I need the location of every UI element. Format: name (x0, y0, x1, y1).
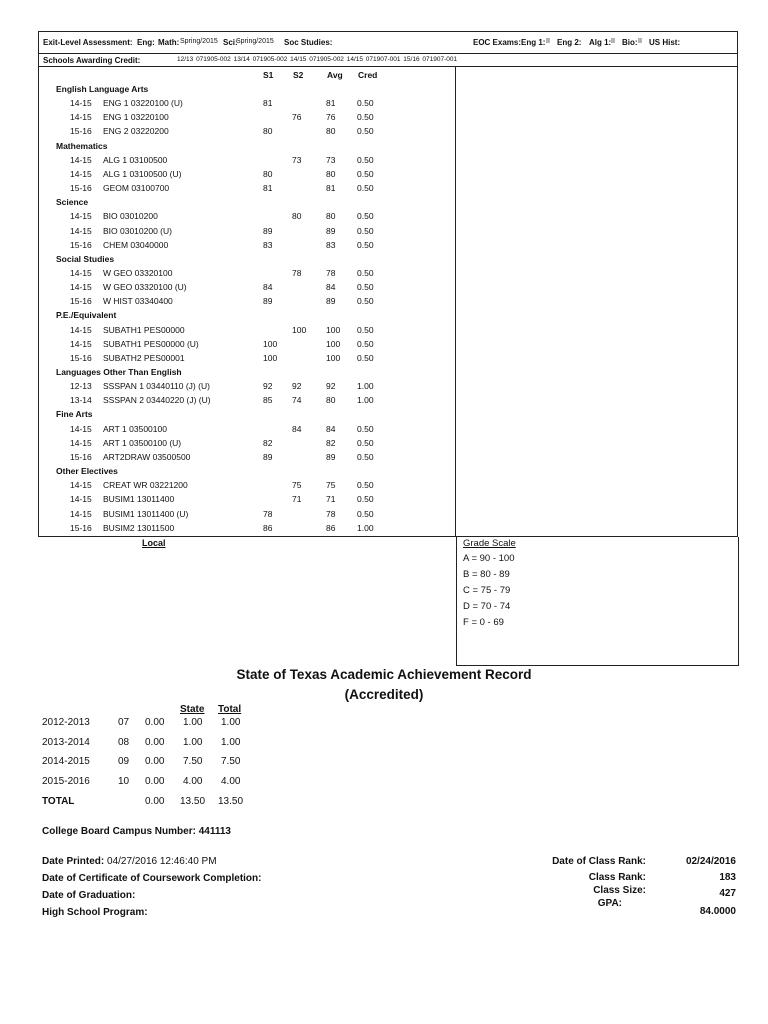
course-credit: 1.00 (357, 395, 374, 406)
summary-total: 4.00 (221, 775, 241, 787)
course-name: SUBATH1 PES00000 (U) (103, 338, 199, 349)
course-credit: 0.50 (357, 282, 374, 293)
graduation-date-label: Date of Graduation: (42, 890, 136, 901)
course-name: BUSIM1 13011400 (U) (103, 508, 189, 519)
course-s1: 92 (263, 381, 273, 392)
summary-total: 7.50 (221, 756, 241, 767)
record-subtitle: (Accredited) (344, 687, 424, 702)
course-name: ENG 1 03220100 (U) (103, 98, 183, 109)
grade-scale-title: Grade Scale (463, 538, 516, 549)
category-heading: Mathematics (56, 140, 108, 151)
course-name: W HIST 03340400 (103, 296, 173, 307)
course-credit: 0.50 (357, 352, 374, 363)
course-avg: 89 (326, 225, 336, 236)
header-cred: Cred (358, 70, 378, 80)
course-credit: 0.50 (357, 211, 374, 222)
exit-sci-value: Spring/2015 (236, 38, 274, 45)
course-credit: 0.50 (357, 126, 374, 137)
summary-year: 2015-2016 (42, 775, 90, 787)
course-year: 14-15 (70, 112, 92, 123)
gpa-label: GPA: (597, 898, 622, 909)
summary-total-header: Total (218, 704, 242, 715)
eoc-alg1-value: II (611, 38, 615, 45)
category-heading: Social Studies (56, 253, 115, 264)
course-year: 14-15 (70, 324, 92, 335)
course-s2: 78 (292, 267, 302, 278)
summary-state: 7.50 (183, 756, 203, 767)
course-credit: 0.50 (357, 112, 374, 123)
summary-total-label: TOTAL (42, 796, 75, 807)
course-avg: 84 (326, 423, 336, 434)
course-avg: 76 (326, 112, 336, 123)
course-name: CHEM 03040000 (103, 239, 169, 250)
course-avg: 80 (326, 168, 336, 179)
course-name: CREAT WR 03221200 (103, 480, 188, 491)
course-year: 15-16 (70, 239, 92, 250)
course-name: W GEO 03320100 (103, 267, 173, 278)
course-year: 14-15 (70, 225, 92, 236)
exit-level-label: Exit-Level Assessment: (43, 38, 133, 47)
course-year: 13-14 (70, 395, 92, 406)
course-year: 15-16 (70, 183, 92, 194)
course-s2: 75 (292, 480, 302, 491)
course-name: BUSIM2 13011500 (103, 522, 175, 533)
exit-math-value: Spring/2015 (180, 38, 218, 45)
course-name: SSSPAN 2 03440220 (J) (U) (103, 395, 211, 406)
course-avg: 80 (326, 211, 336, 222)
grade-scale-item: B = 80 - 89 (463, 569, 510, 580)
course-avg: 80 (326, 126, 336, 137)
course-credit: 0.50 (357, 98, 374, 109)
course-year: 14-15 (70, 98, 92, 109)
course-s1: 80 (263, 168, 273, 179)
eoc-eng1-value: II (546, 38, 550, 45)
course-name: ART2DRAW 03500500 (103, 451, 191, 462)
course-credit: 0.50 (357, 494, 374, 505)
course-name: ART 1 03500100 (U) (103, 437, 182, 448)
course-credit: 0.50 (357, 338, 374, 349)
course-avg: 100 (326, 338, 341, 349)
eoc-alg1-label: Alg 1: (589, 38, 612, 47)
eoc-bio-label: Bio: (622, 38, 638, 47)
grade-scale-item: A = 90 - 100 (463, 553, 515, 564)
course-s1: 100 (263, 338, 278, 349)
course-s1: 80 (263, 126, 273, 137)
header-s2: S2 (293, 70, 304, 80)
category-heading: P.E./Equivalent (56, 310, 117, 321)
course-year: 14-15 (70, 494, 92, 505)
summary-grade: 09 (118, 756, 130, 767)
course-credit: 0.50 (357, 296, 374, 307)
course-credit: 0.50 (357, 324, 374, 335)
course-credit: 0.50 (357, 154, 374, 165)
course-avg: 89 (326, 451, 336, 462)
course-name: ENG 1 03220100 (103, 112, 169, 123)
course-credit: 0.50 (357, 225, 374, 236)
course-year: 15-16 (70, 126, 92, 137)
course-s1: 89 (263, 296, 273, 307)
summary-total-local: 0.00 (145, 796, 165, 807)
course-s1: 89 (263, 225, 273, 236)
category-heading: Other Electives (56, 466, 118, 477)
course-year: 14-15 (70, 267, 92, 278)
course-name: SUBATH2 PES00001 (103, 352, 185, 363)
course-s2: 80 (292, 211, 302, 222)
summary-total: 1.00 (221, 736, 241, 748)
course-name: ALG 1 03100500 (103, 154, 168, 165)
course-s1: 82 (263, 437, 273, 448)
course-avg: 73 (326, 154, 336, 165)
class-size-value: 427 (719, 888, 736, 899)
exit-math-label: Math: (158, 38, 180, 47)
header-s1: S1 (263, 70, 274, 80)
course-year: 14-15 (70, 154, 92, 165)
course-avg: 80 (326, 395, 336, 406)
grade-scale-item: D = 70 - 74 (463, 601, 511, 612)
eoc-eng2-label: Eng 2: (557, 38, 582, 47)
assessment-bar (38, 31, 738, 53)
eoc-ushist-label: US Hist: (649, 38, 681, 47)
course-year: 14-15 (70, 338, 92, 349)
certificate-date-label: Date of Certificate of Coursework Completion: (42, 873, 262, 884)
header-avg: Avg (327, 70, 343, 80)
schools-label: Schools Awarding Credit: (43, 56, 141, 65)
course-year: 15-16 (70, 352, 92, 363)
course-table (38, 67, 738, 537)
column-divider (455, 67, 456, 536)
eoc-eng1-label: Eng 1: (521, 38, 546, 47)
course-s1: 84 (263, 282, 273, 293)
course-year: 14-15 (70, 423, 92, 434)
summary-grade: 08 (118, 736, 130, 748)
course-s2: 71 (292, 494, 302, 505)
course-year: 14-15 (70, 211, 92, 222)
course-s2: 76 (292, 112, 302, 123)
eoc-bio-value: II (638, 38, 642, 45)
summary-year: 2012-2013 (42, 717, 90, 728)
course-s1: 83 (263, 239, 273, 250)
course-year: 14-15 (70, 480, 92, 491)
course-s2: 84 (292, 423, 302, 434)
course-year: 14-15 (70, 437, 92, 448)
date-printed-label: Date Printed: (42, 856, 105, 867)
program-label: High School Program: (42, 907, 148, 918)
local-label: Local (142, 538, 166, 548)
course-s1: 86 (263, 522, 273, 533)
class-rank-date-label: Date of Class Rank: (552, 856, 646, 867)
course-s2: 92 (292, 381, 302, 392)
course-s2: 73 (292, 154, 302, 165)
course-s1: 100 (263, 352, 278, 363)
summary-total-total: 13.50 (218, 796, 244, 807)
date-printed (42, 856, 217, 867)
summary-local: 0.00 (145, 717, 165, 728)
summary-state: 1.00 (183, 736, 203, 748)
course-avg: 82 (326, 437, 336, 448)
exit-eng-label: Eng: (137, 38, 155, 47)
course-year: 14-15 (70, 168, 92, 179)
course-year: 15-16 (70, 296, 92, 307)
course-avg: 100 (326, 324, 341, 335)
course-avg: 75 (326, 480, 336, 491)
record-title: State of Texas Academic Achievement Record (236, 667, 532, 682)
course-name: SUBATH1 PES00000 (103, 324, 185, 335)
course-credit: 0.50 (357, 183, 374, 194)
summary-grade: 07 (118, 717, 130, 728)
summary-state: 1.00 (183, 717, 203, 728)
summary-local: 0.00 (145, 736, 165, 748)
course-year: 14-15 (70, 508, 92, 519)
course-name: ENG 2 03220200 (103, 126, 169, 137)
course-avg: 89 (326, 296, 336, 307)
summary-total: 1.00 (221, 717, 241, 728)
course-year: 14-15 (70, 282, 92, 293)
summary-state-header: State (180, 704, 205, 715)
course-s2: 100 (292, 324, 307, 335)
course-name: ART 1 03500100 (103, 423, 167, 434)
course-credit: 0.50 (357, 480, 374, 491)
course-credit: 0.50 (357, 239, 374, 250)
schools-codes: 12/13 071905-002 13/14 071905-002 14/15 071905-002 14/15 071907-001 15/16 071907-001 (177, 56, 458, 63)
course-credit: 0.50 (357, 451, 374, 462)
course-year: 15-16 (70, 522, 92, 533)
course-name: BIO 03010200 (U) (103, 225, 172, 236)
grade-scale-item: F = 0 - 69 (463, 617, 504, 628)
course-avg: 92 (326, 381, 336, 392)
summary-year: 2013-2014 (42, 736, 90, 748)
course-name: GEOM 03100700 (103, 183, 170, 194)
course-avg: 78 (326, 267, 336, 278)
course-avg: 81 (326, 183, 336, 194)
class-rank-label: Class Rank: (588, 872, 646, 883)
category-heading: Fine Arts (56, 409, 93, 420)
course-s1: 89 (263, 451, 273, 462)
course-avg: 81 (326, 98, 336, 109)
summary-state: 4.00 (183, 775, 203, 787)
course-year: 12-13 (70, 381, 92, 392)
course-credit: 0.50 (357, 267, 374, 278)
course-avg: 83 (326, 239, 336, 250)
exit-soc-label: Soc Studies: (284, 38, 333, 47)
course-s2: 74 (292, 395, 302, 406)
summary-grade: 10 (118, 775, 130, 787)
class-size-label: Class Size: (593, 885, 646, 896)
grade-scale-box (456, 537, 739, 666)
course-avg: 100 (326, 352, 341, 363)
college-board-number: College Board Campus Number: 441113 (42, 826, 231, 837)
course-name: W GEO 03320100 (U) (103, 282, 187, 293)
schools-awarding-credit (38, 53, 738, 67)
course-name: BUSIM1 13011400 (103, 494, 175, 505)
grade-scale-item: C = 75 - 79 (463, 585, 511, 596)
summary-local: 0.00 (145, 775, 165, 787)
course-s1: 81 (263, 183, 273, 194)
course-s1: 81 (263, 98, 273, 109)
summary-total-state: 13.50 (180, 796, 206, 807)
course-avg: 86 (326, 522, 336, 533)
course-avg: 78 (326, 508, 336, 519)
course-year: 15-16 (70, 451, 92, 462)
summary-local: 0.00 (145, 756, 165, 767)
category-heading: Science (56, 197, 89, 208)
course-credit: 0.50 (357, 437, 374, 448)
class-rank-date-value: 02/24/2016 (685, 856, 736, 867)
course-s1: 78 (263, 508, 273, 519)
course-s1: 85 (263, 395, 273, 406)
course-credit: 0.50 (357, 423, 374, 434)
class-rank-value: 183 (719, 872, 736, 883)
course-credit: 1.00 (357, 522, 374, 533)
course-name: ALG 1 03100500 (U) (103, 168, 182, 179)
course-credit: 1.00 (357, 381, 374, 392)
category-heading: Languages Other Than English (56, 367, 182, 377)
course-name: BIO 03010200 (103, 211, 158, 222)
summary-year: 2014-2015 (42, 756, 90, 767)
category-heading: English Language Arts (56, 84, 149, 94)
eoc-label: EOC Exams: (473, 38, 522, 47)
gpa-value: 84.0000 (699, 906, 736, 917)
course-avg: 84 (326, 282, 336, 293)
exit-sci-label: Sci: (223, 38, 238, 47)
date-printed-value: 04/27/2016 12:46:40 PM (107, 856, 217, 867)
course-credit: 0.50 (357, 508, 374, 519)
course-credit: 0.50 (357, 168, 374, 179)
course-avg: 71 (326, 494, 336, 505)
course-name: SSSPAN 1 03440110 (J) (U) (103, 381, 210, 392)
